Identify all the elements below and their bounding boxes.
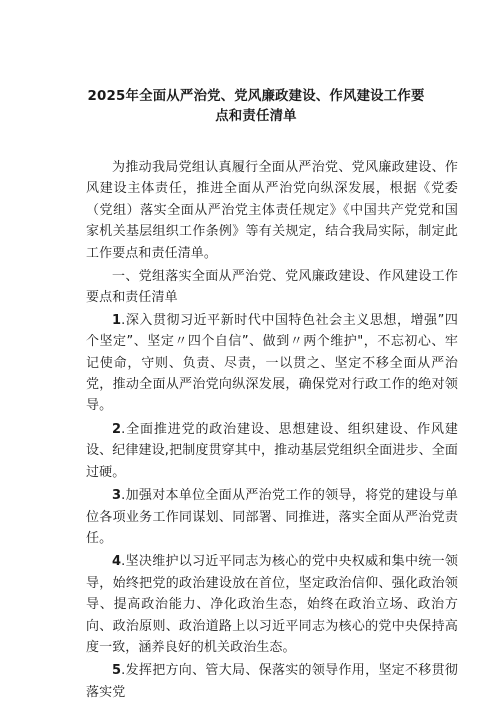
- document-title: 2025年全面从严治党、党风廉政建设、作风建设工作要点和责任清单: [87, 89, 425, 124]
- list-item: [86, 310, 458, 417]
- item-text: .发挥把方向、管大局、保落实的领导作用，坚定不移贯彻落实党: [86, 663, 458, 700]
- list-item: [86, 660, 458, 703]
- list-item: [86, 485, 458, 549]
- item-number: 3: [112, 488, 122, 504]
- list-item: [86, 551, 458, 658]
- item-text-continued: ”、坚定〃四个自信”、做到〃两个维护"，不忘初心、牢记使命，守则、负责、尽责，一以贯之、坚定不移全面从严治党，推动全面从严治党向纵深发展，确保党对行政工作的绝对领导。: [86, 334, 458, 414]
- section-heading: 一、党组落实全面从严治党、党风廉政建设、作风建设工作要点和责任清单: [86, 268, 458, 305]
- document-body: [86, 157, 458, 705]
- item-text: .加强对本单位全面从严治党工作的领导，将党的建设与单位各项业务工作同谋划、同部署、同推进，落实全面从严治党责任。: [86, 488, 458, 546]
- item-number: 5: [112, 663, 122, 679]
- intro-paragraph: 为推动我局党组认真履行全面从严治党、党风廉政建设、作风建设主体责任，推进全面从严治党向纵深发展，根据《党委（党组）落实全面从严治党主体责任规定》《中国共产党党和国家机关基层组织工作条例》等有关规定，结合我局实际，制定此工作要点和责任清单。: [86, 160, 458, 261]
- list-item: [86, 419, 458, 483]
- item-text: .坚决维护以习近平同志为核心的党中央权威和集中统一领导，始终把党的政治建设放在首位，坚定政治信仰、强化政治领导、提高政治能力、净化政治生态，始终在政治立场、政治方向、政治原则、政治道路上以习近平同志为核心的党中央保持高度一致，涵养良好的机关政治生态。: [86, 554, 458, 655]
- item-number: 1: [112, 312, 122, 328]
- item-text: .深入贯彻习近平新时代中国特色社会主义思想，增强”四个坚定: [86, 312, 458, 350]
- item-number: 2: [112, 421, 122, 437]
- item-text: .全面推进党的政治建设、思想建设、组织建设、作风建设、纪律建设,把制度贯穿其中，推动基层党组织全面进步、全面过硬。: [86, 421, 458, 480]
- item-number: 4: [112, 554, 122, 570]
